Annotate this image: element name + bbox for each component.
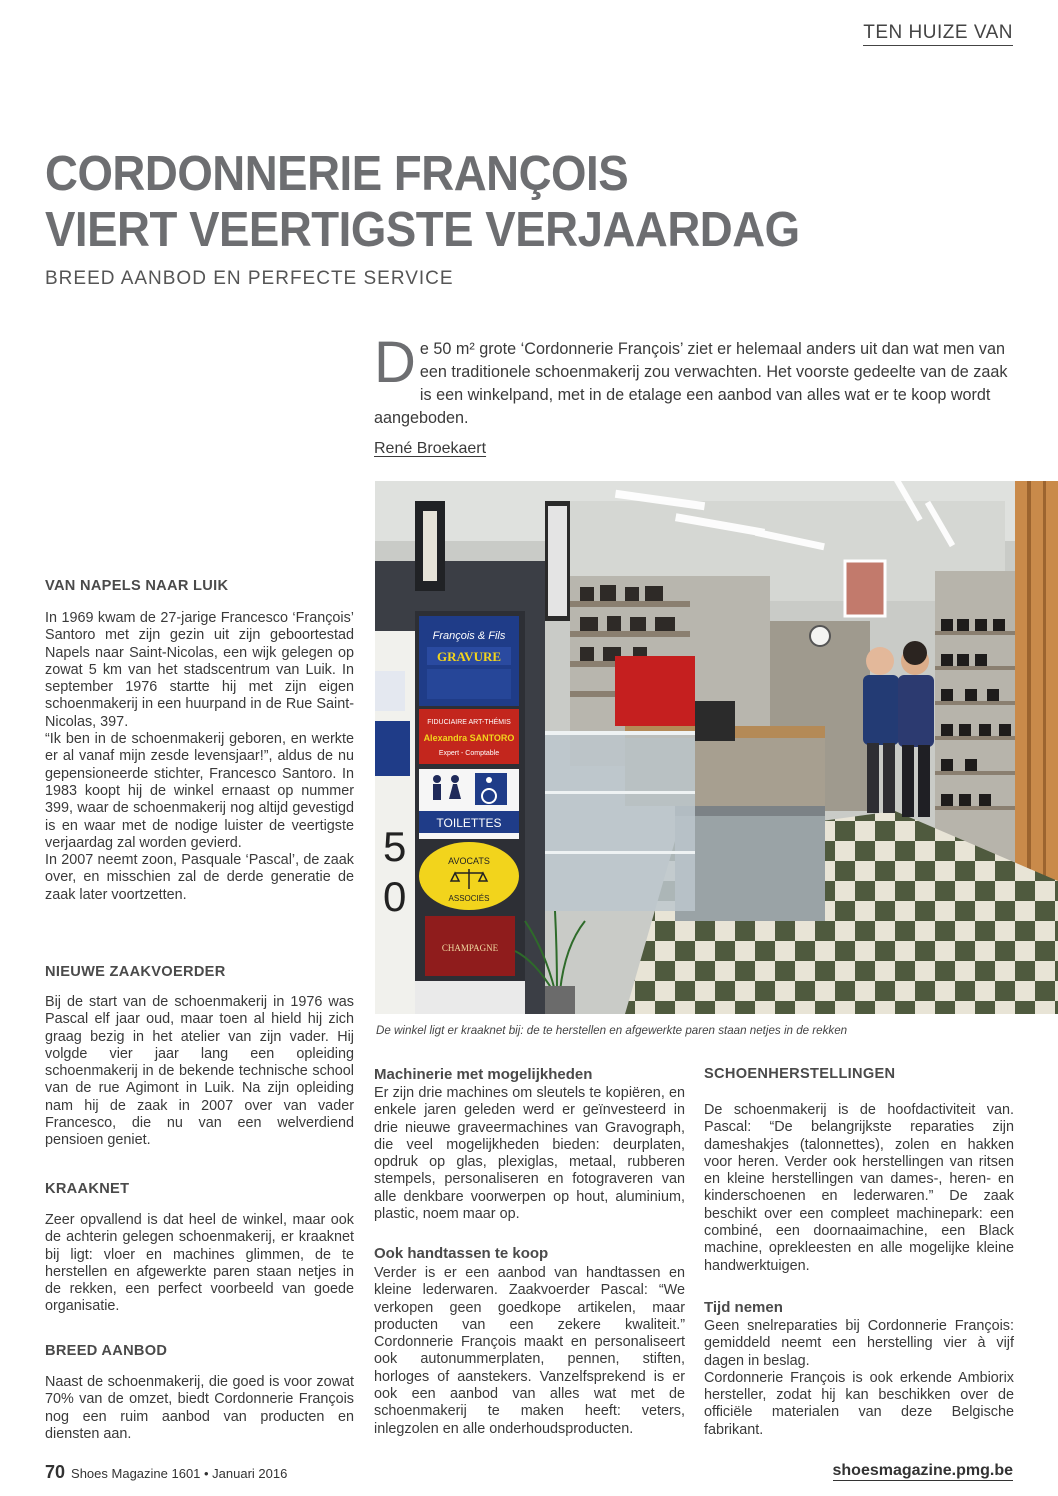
sign-associes: ASSOCIÉS — [448, 894, 490, 903]
sign-role: Expert - Comptable — [438, 750, 500, 757]
paragraph: Verder is er een aanbod van handtassen en kleine lederwaren. Zaakvoerder Pascal: “We verkopen geen goedkope artikelen, maar producten van een zekere kwaliteit.” Cordonnerie François maakt en personaliseert ook autonummerplaten, pennen, stiften, horloges of aanstekers. Vanzelfsprekend is er ook een aanbod van alles wat met de schoenmakerij te maken heeft: veters, inlegzolen en alle onderhoudsproducten. — [374, 1265, 685, 1437]
website-link[interactable]: shoesmagazine.pmg.be — [832, 1462, 1013, 1479]
paragraph: In 2007 neemt zoon, Pasquale ‘Pascal’, de zaak over, en misschien zal de derde generatie de zaak later voortzetten. — [45, 852, 354, 903]
paragraph: Zeer opvallend is dat heel de winkel, maar ook de achterin gelegen schoenmakerij, er kraaknet bij ligt: vloer en machines glimmen, de te herstellen en afgewerkte paren staan netjes in de rekken, een perfect voorbeeld van goede organisatie. — [45, 1212, 354, 1315]
column-3-block-2 — [704, 1318, 1014, 1439]
column-2-block-1 — [374, 1085, 685, 1223]
article-title — [45, 146, 938, 258]
author-byline: René Broekaert — [374, 440, 487, 457]
shop-interior-photo — [375, 481, 1058, 1014]
wheelchair-icon — [475, 773, 507, 805]
lead-text: e 50 m² grote ‘Cordonnerie François’ ziet er helemaal anders uit dan wat men van een traditionele schoenmakerij zou verwachten. Het voorste gedeelte van de zaak is een winkelpand, met in de etalage een aanbod van alles wat er te koop wordt aangeboden. — [374, 340, 1008, 427]
column-1-heading-3 — [45, 1181, 354, 1198]
section-tag: TEN HUIZE VAN — [863, 22, 1013, 46]
heading-machinerie: Machinerie met mogelijkheden — [374, 1066, 593, 1083]
sign-francois-fils: François & Fils — [432, 630, 506, 642]
column-1-heading-1 — [45, 578, 354, 595]
sign-champagne: CHAMPAGNE — [441, 943, 499, 953]
column-2-heading-1 — [374, 1066, 685, 1083]
heading-van-napels-naar-luik: VAN NAPELS NAAR LUIK — [45, 578, 229, 594]
column-3-heading-1 — [704, 1066, 1014, 1083]
column-1-block-4 — [45, 1374, 354, 1443]
column-1-heading-2 — [45, 964, 354, 981]
column-3-heading-2 — [704, 1299, 1014, 1316]
title-line-2: VIERT VEERTIGSTE VERJAARDAG — [45, 203, 800, 257]
sign-name: Alexandra SANTORO — [423, 733, 515, 743]
paragraph: In 1969 kwam de 27-jarige Francesco ‘François’ Santoro met zijn gezin uit zijn geboortestad Napels naar Saint-Nicolas, een wijk gelegen op zowat 5 km van het stadscentrum van Luik. In september 1976 startte hij met zijn eigen schoenmakerij in een huurpand in de Rue Saint-Nicolas, 397. — [45, 610, 354, 730]
sign-gravure: GRAVURE — [436, 649, 502, 664]
paragraph: Cordonnerie François is ook erkende Ambiorix hersteller, zodat hij kan beschikken over de officiële materialen van deze Belgische fabrikant. — [704, 1369, 1014, 1438]
paragraph: De schoenmakerij is de hoofdactiviteit van. Pascal: “De belangrijkste reparaties zijn dameshakjes (talonnettes), zolen en hakken voor heren. Verder ook herstellingen van ritsen en kleine herstellingen van dames-, heren- en kinderschoenen en lederwaren.” De zaak beschikt over een compleet machinepark: een combiné, een doornaaimachine, een Black machine, oprekleesten en alle mogelijke kleine handwerktuigen. — [704, 1102, 1014, 1274]
heading-breed-aanbod: BREED AANBOD — [45, 1343, 168, 1359]
column-2-block-2 — [374, 1265, 685, 1438]
heading-handtassen: Ook handtassen te koop — [374, 1245, 549, 1262]
paragraph: Naast de schoenmakerij, die goed is voor zowat 70% van de omzet, biedt Cordonnerie François nog een ruim aanbod van producten en diensten aan. — [45, 1374, 354, 1442]
column-1-heading-4 — [45, 1343, 354, 1360]
sign-number-5: 5 — [383, 823, 407, 870]
page-number: 70 — [45, 1462, 66, 1482]
heading-kraaknet: KRAAKNET — [45, 1181, 130, 1197]
heading-nieuwe-zaakvoerder: NIEUWE ZAAKVOERDER — [45, 964, 226, 980]
sign-avocats: AVOCATS — [448, 856, 490, 866]
column-3-block-1 — [704, 1102, 1014, 1275]
paragraph: Bij de start van de schoenmakerij in 1976 was Pascal elf jaar oud, maar toen al hield hij zich graag bezig in het atelier van zijn vader. Hij volgde vier jaar lang een opleiding schoenmakerij in de bekende technische school van de rue Agimont in Luik. Na zijn opleiding nam hij de zaak in 2007 over van vader Francesco, die nu van een welverdiend pensioen geniet. — [45, 994, 354, 1149]
publication-info: Shoes Magazine 1601 • Januari 2016 — [71, 1466, 288, 1481]
column-1-block-1 — [45, 610, 354, 904]
column-2-heading-2 — [374, 1245, 685, 1262]
column-1-block-2 — [45, 994, 354, 1150]
paragraph: “Ik ben in de schoenmakerij geboren, en werkte er al vanaf mijn zesde levensjaar!”, aldus de nu gepensioneerde stichter, Francesco Santoro. In 1983 koopt hij de winkel ernaast op nummer 399, waar de schoenmakerij nog altijd gevestigd is en waar met de nodige luister de veertigste verjaardag zal worden gevierd. — [45, 731, 354, 851]
page-footer-left — [45, 1462, 287, 1483]
article-subtitle: BREED AANBOD EN PERFECTE SERVICE — [45, 268, 454, 289]
paragraph: Geen snelreparaties bij Cordonnerie François: gemiddeld neemt een herstelling vier à vijf dagen in beslag. — [704, 1318, 1014, 1369]
drop-cap: D — [374, 330, 416, 395]
sign-number-0: 0 — [383, 873, 407, 920]
lead-paragraph — [374, 330, 1014, 430]
heading-tijd-nemen: Tijd nemen — [704, 1299, 783, 1316]
photo-caption: De winkel ligt er kraaknet bij: de te herstellen en afgewerkte paren staan netjes in de rekken — [376, 1024, 848, 1037]
paragraph: Er zijn drie machines om sleutels te kopiëren, en enkele jaren geleden werd er geïnvesteerd in drie nieuwe graveermachines van Gravograph, die veel mogelijkheden bieden: deurplaten, opdruk op glas, plexiglas, metaal, rubberen stempels, personaliseren en fotograveren van alle denkbare voorwerpen op hout, aluminium, plastic, noem maar op. — [374, 1085, 685, 1223]
heading-schoenherstellingen: SCHOENHERSTELLINGEN — [704, 1066, 896, 1082]
sign-toilettes: TOILETTES — [436, 816, 502, 830]
column-1-block-3 — [45, 1212, 354, 1316]
title-line-1: CORDONNERIE FRANÇOIS — [45, 147, 629, 201]
sign-fiduciaire: FIDUCIAIRE ART-THÉMIS — [427, 719, 511, 726]
